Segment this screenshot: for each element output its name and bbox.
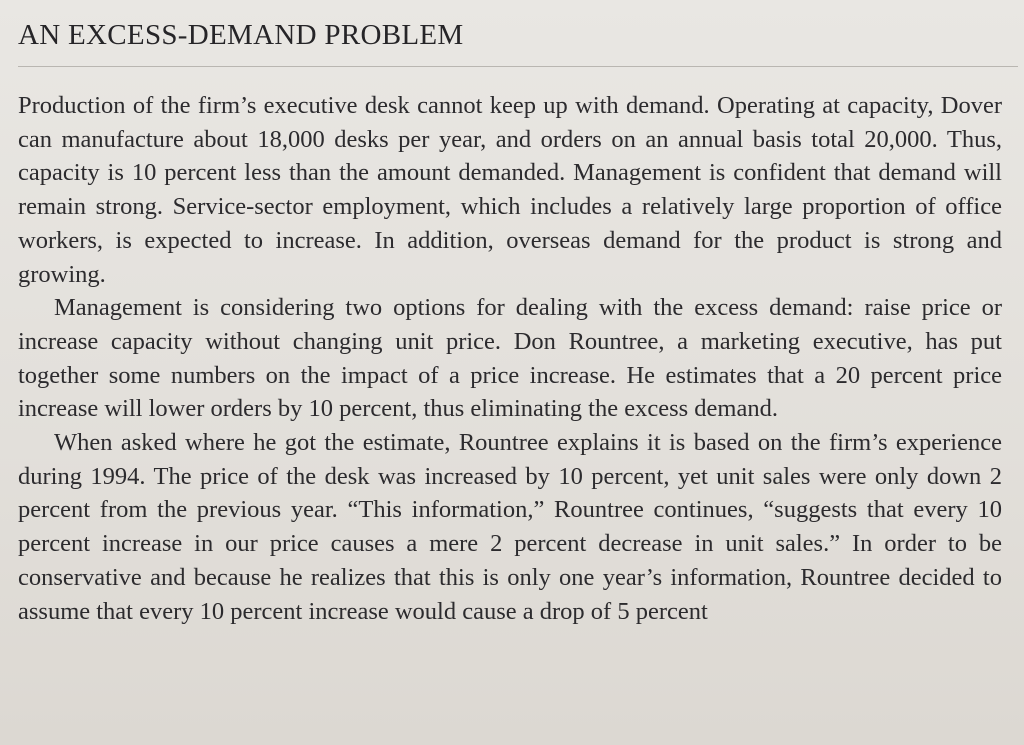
section-title: AN EXCESS-DEMAND PROBLEM — [18, 19, 464, 51]
title-divider — [18, 66, 1018, 67]
paragraph-2: Management is considering two options for dealing with the excess demand: raise price or increase capacity without changing unit price. Don Rountree, a marketing executive, has put together some numbers on the impact of a price increase. He estimates that a 20 percent price increase will lower orders by 10 percent, thus eliminating the excess demand. — [18, 294, 1002, 423]
paragraph-3: When asked where he got the estimate, Rountree explains it is based on the firm’s experience during 1994. The price of the desk was increased by 10 percent, yet unit sales were only down 2 percent from the previous year. “This information,” Rountree continues, “suggests that every 10 percent increase in our price causes a mere 2 percent decrease in unit sales.” In order to be conservative and because he realizes that this is only one year’s information, Rountree decided to assume that every 10 percent increase would cause a drop of 5 percent — [18, 429, 1002, 625]
paragraph-1: Production of the firm’s executive desk cannot keep up with demand. Operating at capacity, Dover can manufacture about 18,000 desks per year, and orders on an annual basis total 20,000. Thus, capacity is 10 percent less than the amount demanded. Management is confident that demand will remain strong. Service-sector employment, which includes a relatively large proportion of office workers, is expected to increase. In addition, overseas demand for the product is strong and growing. — [18, 92, 1002, 288]
